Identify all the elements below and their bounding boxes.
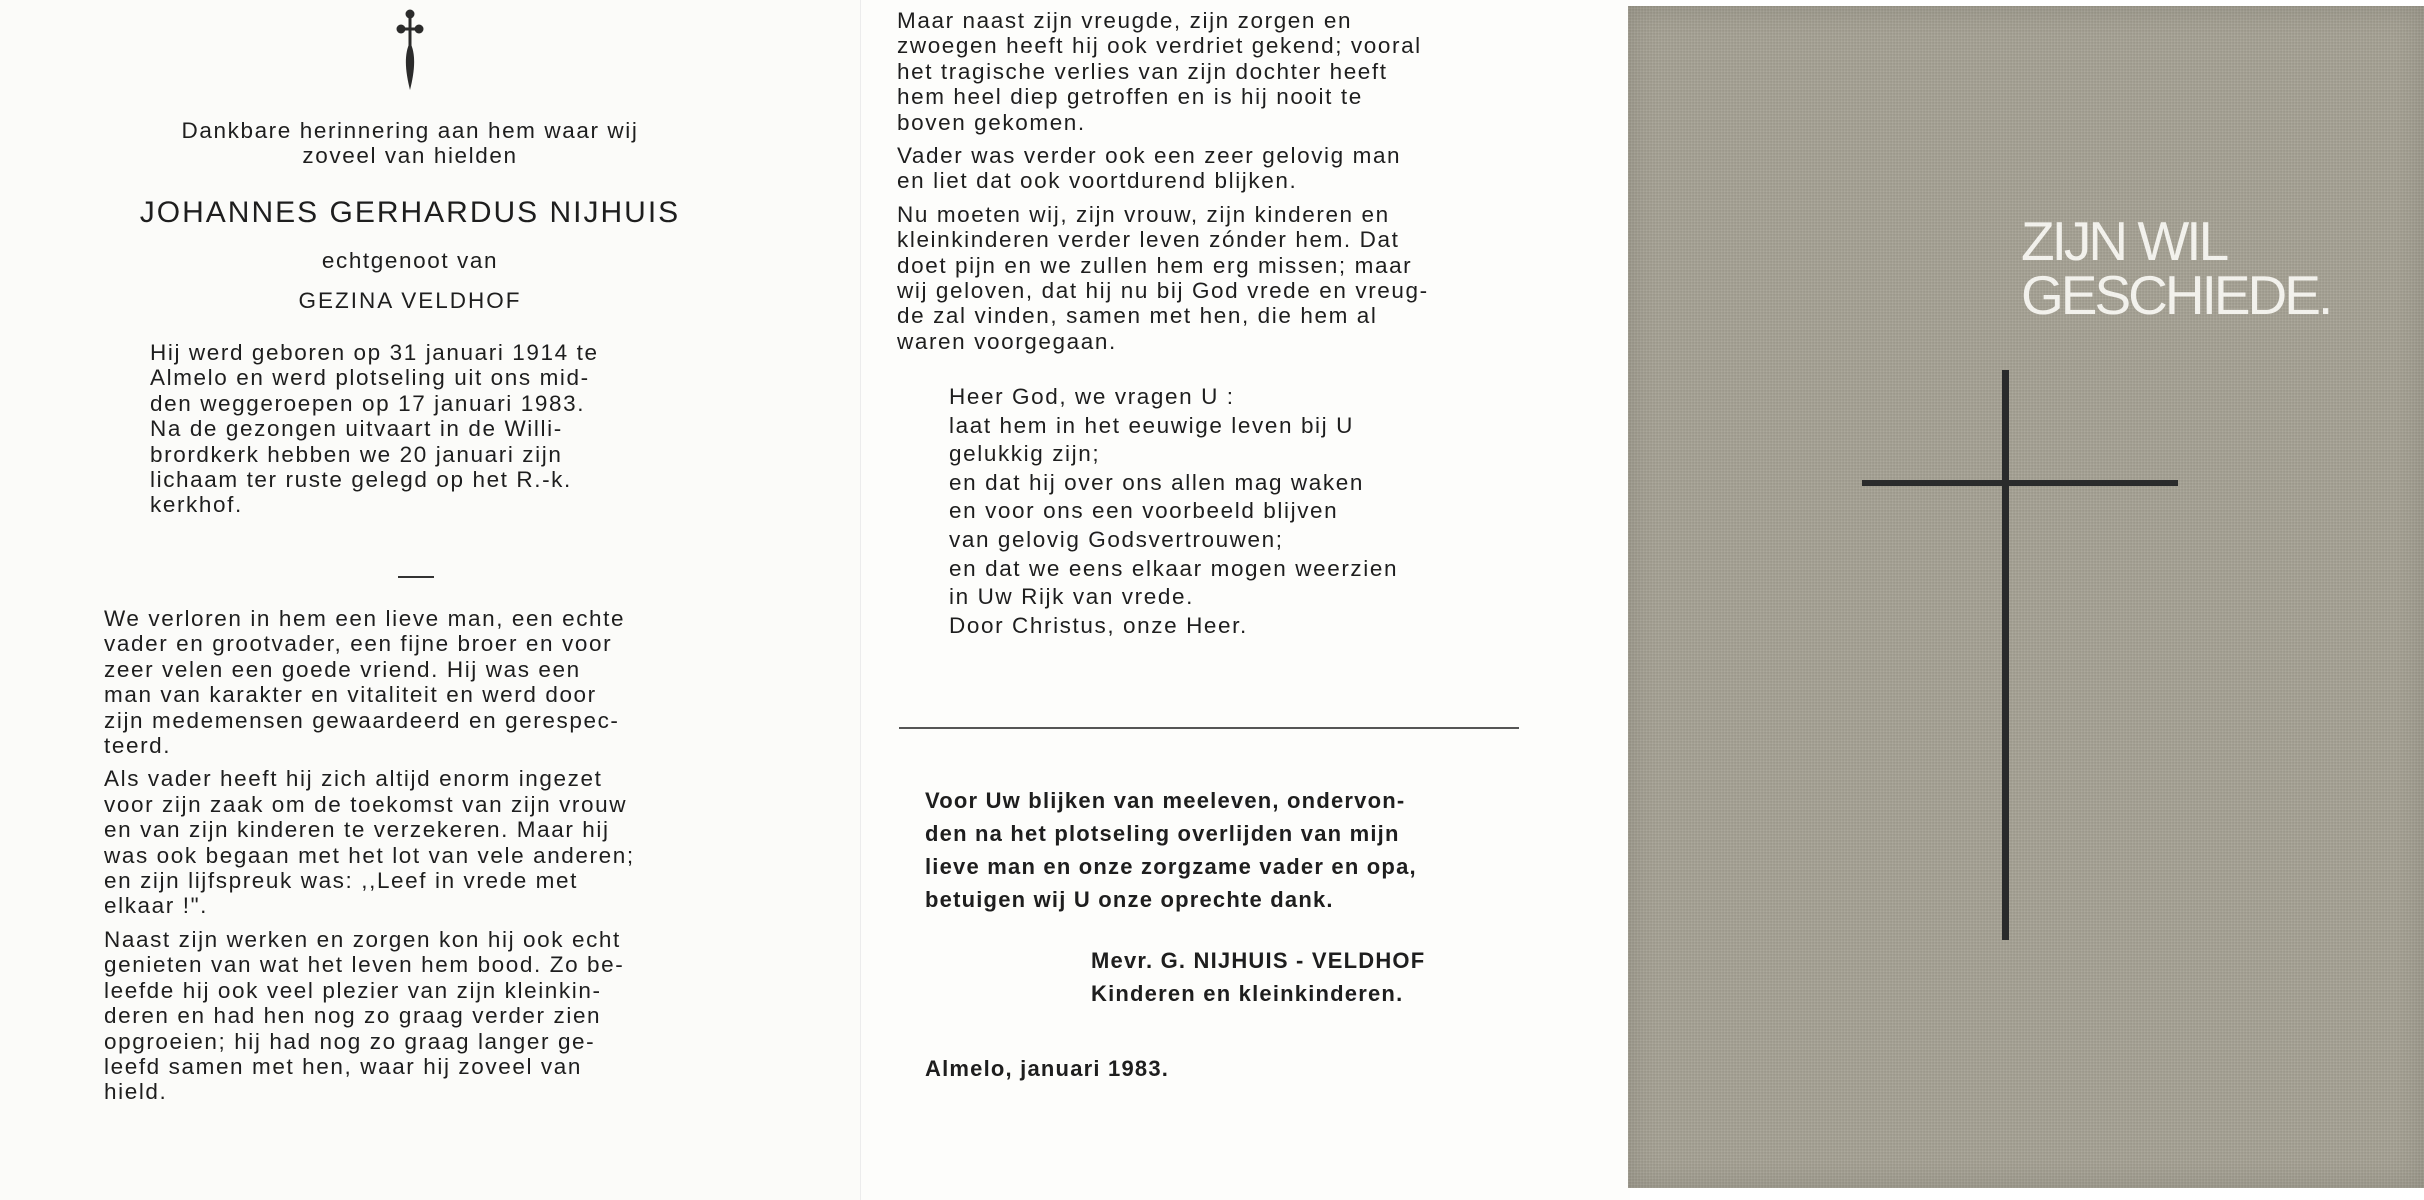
signature-line: Mevr. G. NIJHUIS - VELDHOF [1091, 948, 1426, 973]
text-line: Nu moeten wij, zijn vrouw, zijn kinderen en [897, 201, 1390, 227]
text-line: zijn medemensen gewaardeerd en gerespec- [104, 707, 620, 733]
text-line: genieten van wat het leven hem bood. Zo be- [104, 952, 625, 978]
prayer-line: in Uw Rijk van vrede. [949, 584, 1194, 610]
text-line: hield. [104, 1079, 168, 1105]
thanks-line: Voor Uw blijken van meeleven, ondervon- [925, 788, 1406, 813]
bio-line: Na de gezongen uitvaart in de Willi- [150, 416, 563, 442]
text-line: leefd samen met hen, waar hij zoveel van [104, 1053, 582, 1079]
signature-line: Kinderen en kleinkinderen. [1091, 981, 1404, 1006]
bio-line: den weggeroepen op 17 januari 1983. [150, 390, 586, 416]
text-line: leefde hij ook veel plezier van zijn kleinkin- [104, 977, 602, 1003]
prayer-line: laat hem in het eeuwige leven bij U [949, 412, 1354, 438]
text-line: vader en grootvader, een fijne broer en voor [104, 631, 613, 657]
cross-icon [1862, 370, 2182, 940]
prayer-line: Door Christus, onze Heer. [949, 612, 1248, 638]
bio-line: lichaam ter ruste gelegd op het R.-k. [150, 467, 572, 493]
place-date: Almelo, januari 1983. [925, 1056, 1170, 1081]
prayer-line: en dat we eens elkaar mogen weerzien [949, 555, 1399, 581]
text-line: was ook begaan met het lot van vele anderen; [104, 842, 635, 868]
text-line: boven gekomen. [897, 109, 1086, 135]
text-line: en zijn lijfspreuk was: ,,Leef in vrede met [104, 868, 578, 894]
text-line: teerd. [104, 733, 172, 759]
thanks-text [925, 784, 1505, 916]
thanks-line: den na het plotseling overlijden van mijn [925, 821, 1400, 846]
deceased-name: JOHANNES GERHARDUS NIJHUIS [139, 196, 681, 229]
text-line: hem heel diep getroffen en is hij nooit te [897, 84, 1363, 110]
thanks-line: betuigen wij U onze oprechte dank. [925, 887, 1334, 912]
biography [150, 340, 662, 526]
text-line: zwoegen heeft hij ook verdriet gekend; vooral [897, 33, 1422, 59]
text-line: Als vader heeft hij zich altijd enorm ingezet [104, 766, 603, 792]
bio-line: Hij werd geboren op 31 januari 1914 te [150, 340, 599, 365]
divider [398, 576, 434, 578]
intro-line: zoveel van hielden [302, 143, 518, 169]
cover-title [2021, 210, 2331, 326]
middle-page [860, 0, 1630, 1200]
cover-title-line: ZIJN WIL [2021, 210, 2227, 272]
prayer [949, 383, 1509, 640]
text-line: opgroeien; hij had nog zo graag langer ge- [104, 1028, 596, 1054]
text-line: doet pijn en we zullen hem erg missen; maar [897, 252, 1413, 278]
memorial-text [104, 606, 716, 1113]
intro-line: Dankbare herinnering aan hem waar wij [181, 118, 639, 143]
text-line: elkaar !". [104, 893, 209, 919]
text-line: voor zijn zaak om de toekomst van zijn vrouw [104, 791, 628, 817]
text-line: man van karakter en vitaliteit en werd door [104, 682, 597, 708]
text-line: Maar naast zijn vreugde, zijn zorgen en [897, 8, 1353, 33]
text-line: en liet dat ook voortdurend blijken. [897, 168, 1298, 194]
intro-text [0, 118, 820, 169]
spouse-name: GEZINA VELDHOF [298, 288, 522, 313]
signature [1091, 944, 1511, 1010]
text-line: Vader was verder ook een zeer gelovig man [897, 143, 1402, 169]
text-line: en van zijn kinderen te verzekeren. Maar hij [104, 817, 610, 843]
thanks-line: lieve man en onze zorgzame vader en opa, [925, 854, 1417, 879]
section-divider [899, 727, 1519, 729]
cover-title-line: GESCHIEDE. [2021, 264, 2331, 326]
prayer-line: en voor ons een voorbeeld blijven [949, 498, 1339, 524]
left-page [0, 0, 860, 1200]
memorial-text-continued [897, 8, 1515, 362]
cover-page [1628, 6, 2424, 1188]
prayer-line: en dat hij over ons allen mag waken [949, 469, 1364, 495]
text-line: wij geloven, dat hij nu bij God vrede en vreug- [897, 278, 1429, 304]
text-line: de zal vinden, samen met hen, die hem al [897, 303, 1378, 329]
prayer-line: gelukkig zijn; [949, 441, 1101, 467]
text-line: zeer velen een goede vriend. Hij was een [104, 656, 581, 682]
text-line: deren en had hen nog zo graag verder zien [104, 1003, 602, 1029]
bio-line: kerkhof. [150, 492, 243, 518]
prayer-line: Heer God, we vragen U : [949, 384, 1235, 409]
text-line: kleinkinderen verder leven zónder hem. Dat [897, 227, 1400, 253]
text-line: We verloren in hem een lieve man, een echte [104, 606, 626, 631]
spouse-label: echtgenoot van [321, 248, 499, 273]
ornamental-cross-icon [390, 8, 430, 94]
bio-line: brordkerk hebben we 20 januari zijn [150, 441, 563, 467]
text-line: Naast zijn werken en zorgen kon hij ook echt [104, 926, 621, 952]
text-line: waren voorgegaan. [897, 328, 1117, 354]
bio-line: Almelo en werd plotseling uit ons mid- [150, 365, 590, 391]
prayer-line: van gelovig Godsvertrouwen; [949, 526, 1284, 552]
text-line: het tragische verlies van zijn dochter heeft [897, 58, 1388, 84]
